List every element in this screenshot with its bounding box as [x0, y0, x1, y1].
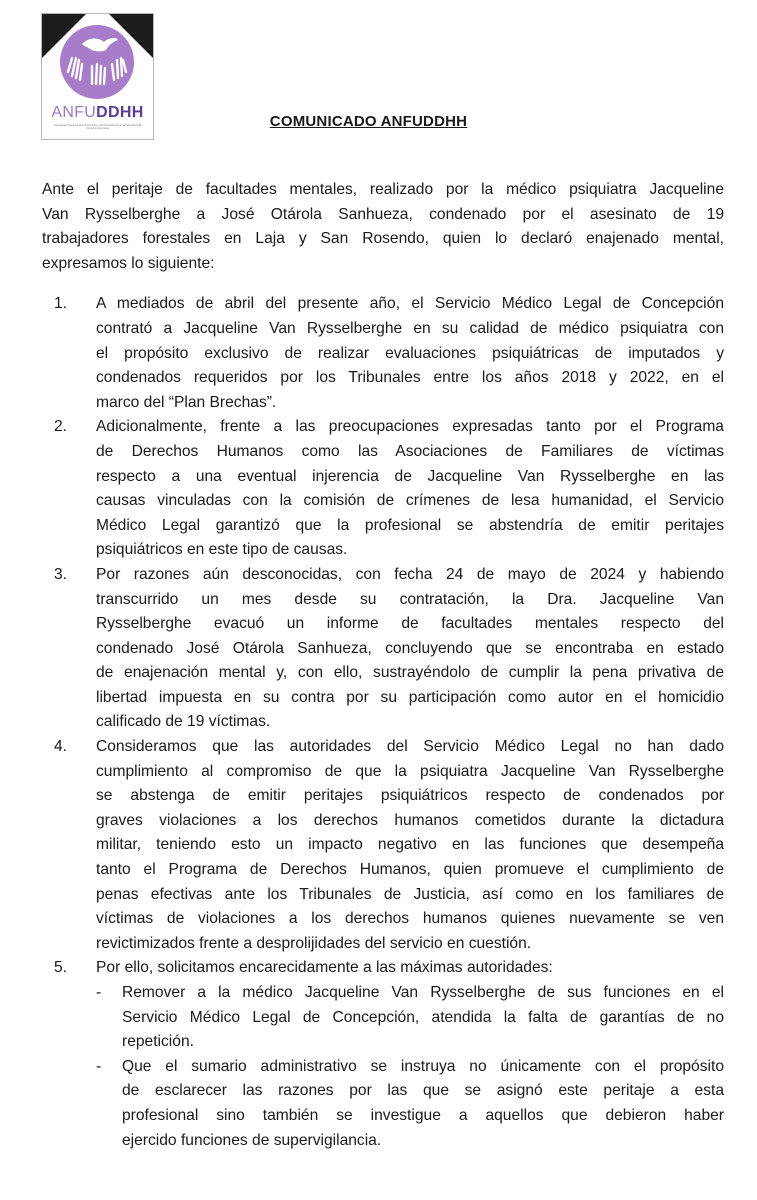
list-item-line: Por ello, solicitamos encarecidamente a las máximas autoridades: — [96, 959, 553, 977]
list-item-line: penas efectivas ante los Tribunales de Justicia, así como en los familiares de — [96, 885, 724, 903]
list-item-number: 2. — [54, 418, 68, 436]
logo-subtitle: Agrupación Nacional de Funcionarios y Funcionarias de la Subsecretaría de Derechos Humanos — [54, 124, 142, 130]
list-item — [42, 735, 724, 956]
list-item — [42, 415, 724, 563]
list-item-line: causas vinculadas con la comisión de crímenes de lesa humanidad, el Servicio — [96, 492, 724, 510]
list-item-line: Adicionalmente, frente a las preocupaciones expresadas tanto por el Programa — [96, 418, 724, 436]
list-item-line: psiquiátricos en este tipo de causas. — [96, 541, 348, 559]
intro-line: Van Rysselberghe a José Otárola Sanhueza, condenado por el asesinato de 19 — [42, 205, 724, 223]
dash-bullet: - — [96, 984, 102, 1001]
list-item-line: cumplimiento al compromiso de que la psiquiatra Jacqueline Van Rysselberghe — [96, 762, 724, 780]
intro-line: Ante el peritaje de facultades mentales, realizado por la médico psiquiatra Jacqueline — [42, 181, 724, 198]
sub-list — [96, 981, 724, 1153]
list-item-number: 5. — [54, 959, 68, 977]
list-item — [42, 563, 724, 735]
list-item-line: graves violaciones a los derechos humanos cometidos durante la dictadura — [96, 811, 724, 829]
list-item-line: libertad impuesta en su contra por su participación como autor en el homicidio — [96, 688, 724, 706]
list-item — [42, 956, 724, 1153]
sub-list-item-line: profesional sino también se investigue a aquellos que debieron haber — [122, 1106, 724, 1124]
sub-list-item — [96, 981, 724, 1055]
intro-line: expresamos lo siguiente: — [42, 254, 215, 272]
list-item — [42, 292, 724, 415]
list-item-line: Médico Legal garantizó que la profesional se abstendría de emitir peritajes — [96, 516, 724, 534]
list-item-line: contrató a Jacqueline Van Rysselberghe en su calidad de médico psiquiatra con — [96, 319, 724, 337]
logo-text: ANFUDDHH — [51, 104, 144, 121]
list-item-line: marco del “Plan Brechas”. — [96, 393, 277, 411]
list-item-line: Rysselberghe evacuó un informe de facultades mentales respecto del — [96, 615, 724, 633]
logo-hands-dove-icon — [42, 14, 153, 109]
list-item-line: tanto el Programa de Derechos Humanos, quien promueve el cumplimiento de — [96, 861, 724, 879]
list-item-number: 1. — [54, 295, 68, 313]
sub-list-item-line: Remover a la médico Jacqueline Van Rysselberghe de sus funciones en el — [122, 984, 724, 1001]
sub-list-item-line: Que el sumario administrativo se instruya no únicamente con el propósito — [122, 1057, 724, 1075]
list-item-line: se abstenga de emitir peritajes psiquiátricos respecto de condenados por — [96, 787, 724, 805]
list-item-line: condenado José Otárola Sanhueza, concluyendo que se encontraba en estado — [96, 639, 724, 657]
numbered-list — [42, 292, 724, 1153]
intro-paragraph — [42, 178, 724, 276]
document-body — [42, 178, 724, 1153]
list-item-number: 3. — [54, 565, 68, 583]
list-item-line: Por razones aún desconocidas, con fecha 24 de mayo de 2024 y habiendo — [96, 565, 724, 583]
list-item-line: respecto a una eventual injerencia de Jacqueline Van Rysselberghe en las — [96, 467, 724, 485]
sub-list-item-line: repetición. — [122, 1033, 194, 1051]
list-item-line: víctimas de violaciones a los derechos humanos quienes nuevamente se ven — [96, 910, 724, 928]
list-item-line: de Derechos Humanos como las Asociaciones de Familiares de víctimas — [96, 442, 724, 460]
list-item-line: A mediados de abril del presente año, el Servicio Médico Legal de Concepción — [96, 295, 724, 313]
list-item-line: el propósito exclusivo de realizar evaluaciones psiquiátricas de imputados y — [96, 344, 724, 362]
list-item-line: condenados requeridos por los Tribunales entre los años 2018 y 2022, en el — [96, 369, 724, 387]
list-item-line: calificado de 19 víctimas. — [96, 713, 271, 731]
list-item-line: de enajenación mental y, con ello, sustrayéndolo de cumplir la pena privativa de — [96, 664, 724, 682]
list-item-number: 4. — [54, 738, 68, 756]
list-item-line: Consideramos que las autoridades del Servicio Médico Legal no han dado — [96, 738, 724, 756]
document-title: COMUNICADO ANFUDDHH — [269, 113, 468, 130]
sub-list-item-line: ejercido funciones de supervigilancia. — [122, 1131, 382, 1149]
sub-list-item — [96, 1055, 724, 1153]
dash-bullet: - — [96, 1057, 102, 1075]
list-item-line: revictimizados frente a desprolijidades del servicio en cuestión. — [96, 934, 532, 952]
sub-list-item-line: Servicio Médico Legal de Concepción, atendida la falta de garantías de no — [122, 1008, 724, 1026]
intro-line: trabajadores forestales en Laja y San Rosendo, quien lo declaró enajenado mental, — [42, 230, 724, 248]
list-item-line: militar, teniendo esto un impacto negativo en las funciones que desempeña — [96, 836, 724, 854]
list-item-line: transcurrido un mes desde su contratación, la Dra. Jacqueline Van — [96, 590, 724, 608]
sub-list-item-line: de esclarecer las razones por las que se asignó este peritaje a esta — [122, 1082, 724, 1100]
